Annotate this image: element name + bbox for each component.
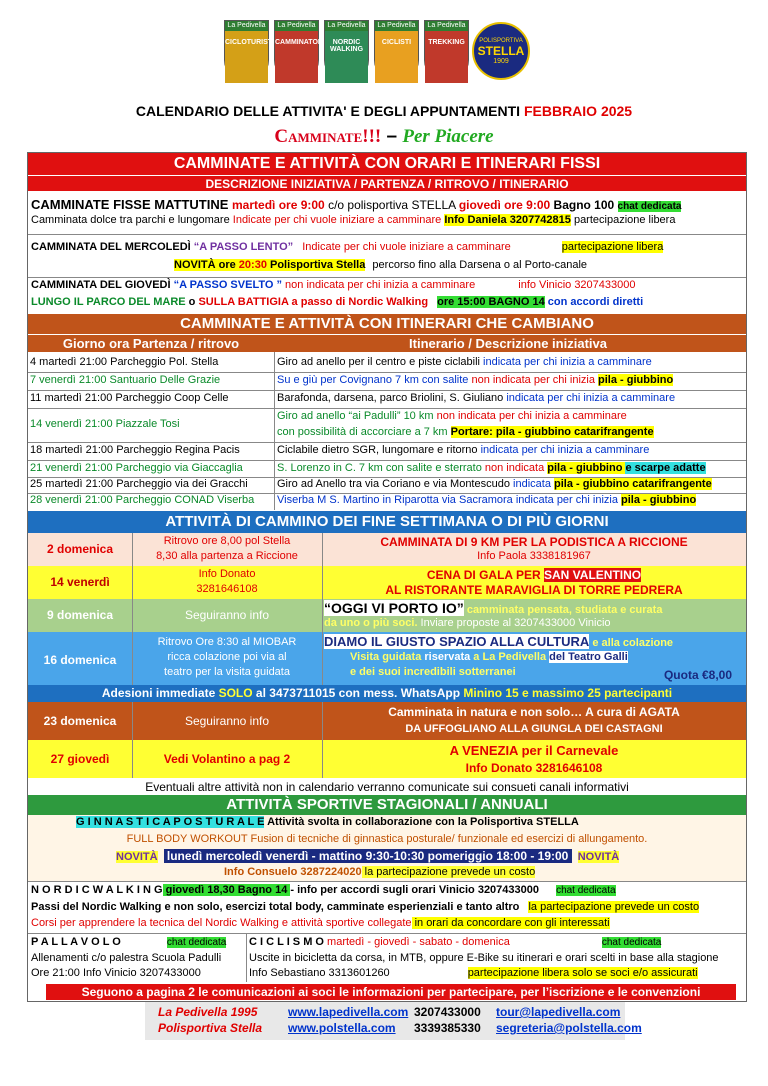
pallavolo-line-2: Allenamenti c/o palestra Scuola Padulli <box>31 952 222 964</box>
nordic-line-1 <box>28 884 746 896</box>
var-row-right <box>277 462 745 474</box>
giov-nonind: non indicata per chi inizia a camminare <box>281 279 476 291</box>
var-row-left: 25 martedì 21:00 Parcheggio via dei Gracchi <box>30 478 248 490</box>
var-indicate: non indicata per chi inizia <box>471 374 599 386</box>
footer-org: Polisportiva Stella <box>158 1021 263 1035</box>
nordic-orari: in orari da concordare con gli interessati <box>411 917 610 929</box>
weekend-title: A VENEZIA per il Carnevale <box>449 743 619 758</box>
pallavolo-title: P A L L A V O L O <box>31 936 121 948</box>
adesioni-a: Adesioni immediate <box>101 686 219 700</box>
var-row-right <box>277 494 745 506</box>
ciclismo-giorni: martedì - giovedì - sabato - domenica <box>323 936 510 948</box>
merc-percorso: percorso fino alla Darsena o al Porto-canale <box>372 259 588 271</box>
footer-phone: 3207433000 <box>414 1005 481 1019</box>
weekend-sub-a: Visita guidata <box>350 651 425 663</box>
logo-top-text: La Pedivella <box>325 21 368 31</box>
var-route: Ciclabile dietro SGR, lungomare e ritorno <box>277 444 481 456</box>
merc-line-1 <box>28 241 746 253</box>
footer-web-link[interactable]: www.lapedivella.com <box>288 1005 409 1019</box>
footer-mail-link[interactable]: segreteria@polstella.com <box>496 1021 642 1035</box>
subtitle-a: Camminate!!! <box>274 126 382 147</box>
var-row-right <box>277 356 745 368</box>
footer-phone: 3339385330 <box>414 1021 481 1035</box>
giov-line-1 <box>28 279 746 291</box>
giov-orario: ore 15:00 BAGNO 14 <box>437 296 545 308</box>
weekend-sub-line3: e dei suoi incredibili sotterranei <box>350 666 516 678</box>
pallavolo-chat: chat dedicata <box>166 937 227 948</box>
ciclismo-info: Info Sebastiano 3313601260 <box>249 967 390 979</box>
weekend-sub-b: Inviare proposte al 3207433000 Vinicio <box>417 617 611 629</box>
weekend-subtitle <box>324 617 746 629</box>
ginnastica-costo: la partecipazione prevede un costo <box>361 866 536 878</box>
logo-name: NORDIC WALKING <box>325 31 368 83</box>
ciclismo-libera: partecipazione libera solo se soci e/o assicurati <box>467 967 698 979</box>
logo-name: CICLOTURISTI <box>225 31 268 83</box>
logo-name: TREKKING <box>425 31 468 83</box>
var-row-right <box>277 392 745 404</box>
merc-time: 20:30 <box>238 259 267 271</box>
weekend-subtitle <box>324 651 746 663</box>
var-row-right <box>277 374 745 386</box>
weekend-ritrovo: Seguiranno info <box>184 608 270 622</box>
merc-place: Polisportiva Stella <box>266 259 366 271</box>
weekend-ritrovo: Vedi Volantino a pag 2 <box>163 752 291 766</box>
nordic-desc: Passi del Nordic Walking e non solo, esercizi total body, camminate esperienziali e tanto altro <box>31 901 520 913</box>
page-subtitle <box>0 126 768 148</box>
var-route: Viserba M S. Martino in Riparotta via Sacramora <box>277 494 516 506</box>
ciclismo-chat: chat dedicata <box>601 937 662 948</box>
var-row-left: 4 martedì 21:00 Parcheggio Pol. Stella <box>30 356 219 368</box>
fisse-line-2 <box>28 214 746 226</box>
section-sportive-title: ATTIVITÀ SPORTIVE STAGIONALI / ANNUALI <box>28 795 746 815</box>
seguono-banner: Seguono a pagina 2 le comunicazioni ai soci le informazioni per partecipare, per l’iscrizione e le convenzioni <box>46 984 736 1000</box>
logo-top-text: La Pedivella <box>225 21 268 31</box>
fisse-desc: Camminata dolce tra parchi e lungomare <box>31 214 233 226</box>
nordic-line-3 <box>28 917 746 929</box>
pallavolo-line-1 <box>31 936 245 948</box>
weekend-ritrovo: Seguiranno info <box>184 714 270 728</box>
weekend-day: 27 giovedì <box>50 752 110 766</box>
footer-row-stella <box>158 1021 642 1035</box>
ginnastica-line-1 <box>28 816 746 828</box>
weekend-info: Info Paola 3338181967 <box>477 550 591 562</box>
title-month: FEBBRAIO 2025 <box>523 103 633 119</box>
ginnastica-novita-2: NOVITÀ <box>577 851 620 863</box>
logo-name: CICLISTI <box>375 31 418 83</box>
footer-web-link[interactable]: www.polstella.com <box>288 1021 396 1035</box>
giov-parco: LUNGO IL PARCO DEL MARE <box>31 296 186 308</box>
weekend-title-a: DIAMO IL GIUSTO SPAZIO ALLA CULTURA <box>324 634 590 649</box>
section-fisse-title: CAMMINATE E ATTIVITÀ CON ORARI E ITINERARI FISSI <box>28 153 746 175</box>
giov-line-2 <box>28 296 746 308</box>
logo-stella-year: 1909 <box>493 58 509 65</box>
col-header-giorno: Giorno ora Partenza / ritrovo <box>62 336 240 351</box>
var-equip: pila - giubbino <box>547 462 626 474</box>
var-row-right-2 <box>277 426 745 438</box>
footer-mail-link[interactable]: tour@lapedivella.com <box>496 1005 621 1019</box>
merc-indicate: Indicate per chi vuole iniziare a camminare <box>302 241 511 253</box>
fisse-indicate: Indicate per chi vuole iniziare a camminare <box>232 214 445 226</box>
weekend-title-b: e alla colazione <box>589 637 674 649</box>
section-fisse-subtitle: DESCRIZIONE INIZIATIVA / PARTENZA / RITROVO / ITINERARIO <box>28 175 746 191</box>
col-header-itinerario: Itinerario / Descrizione iniziativa <box>409 336 607 351</box>
weekend-subtitle: AL RISTORANTE MARAVIGLIA DI TORRE PEDRERA <box>385 583 683 597</box>
ciclismo-title: C I C L I S M O <box>249 936 324 948</box>
var-row-left: 11 martedì 21:00 Parcheggio Coop Celle <box>30 392 229 404</box>
weekend-sub-b: riservata <box>424 651 471 663</box>
var-row-left: 7 venerdì 21:00 Santuario Delle Grazie <box>30 374 221 386</box>
logo-top-text: La Pedivella <box>425 21 468 31</box>
ginnastica-orari: lunedì mercoledì venerdì - mattino 9:30-10:30 pomeriggio 18:00 - 19:00 <box>163 849 572 863</box>
var-shoes: e scarpe adatte <box>625 462 706 474</box>
weekend-sub-c: a La Pedivella <box>470 651 550 663</box>
weekend-ritrovo-1: Ritrovo Ore 8:30 al MIOBAR <box>157 636 297 648</box>
weekend-title <box>324 600 746 616</box>
merc-line-2 <box>28 259 746 271</box>
var-equip: pila - giubbino <box>621 494 697 506</box>
weekend-ritrovo-3: teatro per la visita guidata <box>164 666 290 678</box>
logo-stella-line1: POLISPORTIVA <box>479 38 523 44</box>
var-indicate: indicata per chi inizia a camminare <box>480 444 650 456</box>
var-row-right <box>277 410 745 422</box>
ginnastica-line-4 <box>28 866 746 878</box>
weekend-sub-d: del Teatro Galli <box>549 651 628 663</box>
weekend-ritrovo-2: ricca colazione poi via al <box>167 651 287 663</box>
fisse-line-1 <box>28 197 746 212</box>
var-route-2: con possibilità di accorciare a 7 km <box>277 426 451 438</box>
weekend-subtitle: DA UFFOGLIANO ALLA GIUNGLA DEI CASTAGNI <box>405 723 663 735</box>
weekend-title: CAMMINATA DI 9 KM PER LA PODISTICA A RICCIONE <box>380 535 688 549</box>
fisse-stella: c/o polisportiva STELLA <box>324 198 459 212</box>
page-title <box>0 103 768 119</box>
weekend-title-a: CENA DI GALA PER <box>426 568 544 582</box>
nordic-info: - info per accordi sugli orari Vinicio 3207433000 <box>290 884 539 896</box>
var-indicate: indicata per chi inizia a camminare <box>483 356 652 368</box>
var-row-left: 21 venerdì 21:00 Parcheggio via Giaccaglia <box>30 462 243 474</box>
logo-polisportiva-stella <box>472 22 530 80</box>
weekend-title-b: SAN VALENTINO <box>544 568 642 582</box>
giov-battigia: SULLA BATTIGIA a passo di Nordic Walking <box>198 296 429 308</box>
pallavolo-line-3: Ore 21:00 Info Vinicio 3207433000 <box>31 967 201 979</box>
var-indicate: non indicata per chi inizia a camminare <box>436 410 627 422</box>
weekend-day: 2 domenica <box>46 542 114 556</box>
ginnastica-info: Info Consuelo 3287224020 <box>224 866 362 878</box>
adesioni-bar <box>28 685 746 702</box>
fisse-info: Info Daniela 3207742815 <box>444 214 571 226</box>
var-row-left: 18 martedì 21:00 Parcheggio Regina Pacis <box>30 444 240 456</box>
footer-row-pedivella <box>158 1005 620 1019</box>
var-route: Giro ad Anello tra via Coriano e via Montescudo <box>277 478 514 490</box>
section-variabili-title: CAMMINATE E ATTIVITÀ CON ITINERARI CHE CAMBIANO <box>28 314 746 334</box>
adesioni-d: Minino 15 e massimo 25 partecipanti <box>463 686 673 700</box>
logo-top-text: La Pedivella <box>275 21 318 31</box>
nordic-costo: la partecipazione prevede un costo <box>528 901 700 913</box>
fisse-chat-badge: chat dedicata <box>617 201 682 212</box>
ginnastica-novita-1: NOVITÀ <box>116 851 158 863</box>
giov-o: o <box>185 296 199 308</box>
weekend-ritrovo-2: 8,30 alla partenza a Riccione <box>156 550 298 562</box>
giov-title: CAMMINATA DEL GIOVEDÌ <box>31 279 174 291</box>
weekend-ritrovo-2: 3281646108 <box>196 583 258 595</box>
var-equip: pila - giubbino <box>598 374 674 386</box>
logo-nordic-walking <box>324 20 369 82</box>
nordic-orario: giovedì 18,30 Bagno 14 <box>162 884 291 896</box>
fisse-giovedi: giovedì ore 9:00 <box>458 198 551 212</box>
fisse-bagno: Bagno 100 <box>550 198 618 212</box>
weekend-sub-a: da uno o più soci. <box>324 617 418 629</box>
adesioni-c: al 3473711015 con mess. WhatsApp <box>252 686 464 700</box>
merc-novita <box>174 259 365 271</box>
ginnastica-collab: Attività svolta in collaborazione con la Polisportiva STELLA <box>264 816 579 828</box>
var-row-right <box>277 478 745 490</box>
var-route: Giro ad anello per il centro e piste ciclabili <box>277 356 484 368</box>
section-weekend-title: ATTIVITÀ DI CAMMINO DEI FINE SETTIMANA O DI PIÙ GIORNI <box>28 511 746 533</box>
eventuali-note: Eventuali altre attività non in calendario verranno comunicate sui consueti canali informativi <box>145 780 629 794</box>
giov-accordi: con accordi diretti <box>544 296 644 308</box>
var-route: Giro ad anello “ai Padulli” 10 km <box>277 410 437 422</box>
weekend-title-b: camminata pensata, studiata e curata <box>463 604 663 616</box>
var-row-right <box>277 444 745 456</box>
ginnastica-line-2: FULL BODY WORKOUT Fusion di tecniche di ginnastica posturale/ funzionale ed esercizi di allungamento. <box>126 833 648 845</box>
var-route: Su e giù per Covignano 7 km con salite <box>277 374 472 386</box>
merc-libera: partecipazione libera <box>561 241 664 253</box>
weekend-title-a: “OGGI VI PORTO IO” <box>324 600 464 616</box>
weekend-ritrovo-1: Ritrovo ore 8,00 pol Stella <box>163 535 291 547</box>
nordic-corsi: Corsi per apprendere la tecnica del Nordic Walking e attività sportive collegate <box>31 917 412 929</box>
adesioni-b: SOLO <box>218 686 253 700</box>
var-indicate: non indicata <box>484 462 548 474</box>
giov-passo: “A PASSO SVELTO ” <box>173 279 282 291</box>
var-indicate: indicata per chi inizia a camminare <box>506 392 676 404</box>
weekend-day: 23 domenica <box>43 714 117 728</box>
section-variabili-columns <box>28 334 746 352</box>
var-row-left: 28 venerdì 21:00 Parcheggio CONAD Viserba <box>30 494 255 506</box>
logo-ciclisti <box>374 20 419 82</box>
weekend-title <box>322 568 746 582</box>
nordic-line-2 <box>28 901 746 913</box>
ginnastica-title: G I N N A S T I C A P O S T U R A L E <box>76 816 265 828</box>
weekend-title <box>324 634 746 649</box>
ginnastica-line-3 <box>28 849 746 863</box>
footer-org: La Pedivella 1995 <box>158 1005 258 1019</box>
var-indicate: indicata per chi inizia <box>515 494 622 506</box>
subtitle-dash: – <box>381 126 403 147</box>
logo-stella-line2: STELLA <box>477 44 525 58</box>
giov-info: info Vinicio 3207433000 <box>518 279 636 291</box>
ciclismo-line-1 <box>249 936 745 948</box>
var-equip: pila - giubbino catarifrangente <box>554 478 712 490</box>
logo-top-text: La Pedivella <box>375 21 418 31</box>
logo-trekking <box>424 20 469 82</box>
merc-title: CAMMINATA DEL MERCOLEDÌ <box>31 241 194 253</box>
logo-camminatori <box>274 20 325 82</box>
weekend-quota: Quota €8,00 <box>663 668 732 682</box>
fisse-title: CAMMINATE FISSE MATTUTINE <box>31 197 233 212</box>
var-equip: Portare: pila - giubbino catarifrangente <box>450 426 654 438</box>
var-route: S. Lorenzo in C. 7 km con salite e sterrato <box>277 462 485 474</box>
var-route: Barafonda, darsena, parco Briolini, S. Giuliano <box>277 392 507 404</box>
merc-passo: “A PASSO LENTO” <box>193 241 294 253</box>
var-row-left: 14 venerdì 21:00 Piazzale Tosi <box>30 418 180 430</box>
title-main: CALENDARIO DELLE ATTIVITA' E DEGLI APPUNTAMENTI <box>135 103 524 119</box>
logo-cicloturisti <box>224 20 274 82</box>
subtitle-b: Per Piacere <box>402 126 494 147</box>
fisse-martedi: martedì ore 9:00 <box>232 198 325 212</box>
nordic-title: N O R D I C W A L K I N G <box>31 884 163 896</box>
var-indicate: indicata <box>513 478 555 490</box>
ciclismo-line-3 <box>249 967 745 979</box>
logo-name: CAMMINATORI <box>275 31 318 83</box>
weekend-day: 16 domenica <box>43 653 117 667</box>
weekend-day: 14 venerdì <box>50 575 110 589</box>
weekend-info: Info Donato 3281646108 <box>465 761 603 775</box>
merc-novita-label: NOVITÀ ore <box>174 259 239 271</box>
nordic-chat: chat dedicata <box>556 885 616 896</box>
weekend-day: 9 domenica <box>46 608 114 622</box>
weekend-title: Camminata in natura e non solo… A cura di AGATA <box>388 705 680 719</box>
ciclismo-line-2: Uscite in bicicletta da corsa, in MTB, oppure E-Bike su itinerari e orari scelti in base alla stagione <box>249 952 719 964</box>
fisse-libera: partecipazione libera <box>570 214 676 226</box>
weekend-ritrovo-1: Info Donato <box>198 568 256 580</box>
